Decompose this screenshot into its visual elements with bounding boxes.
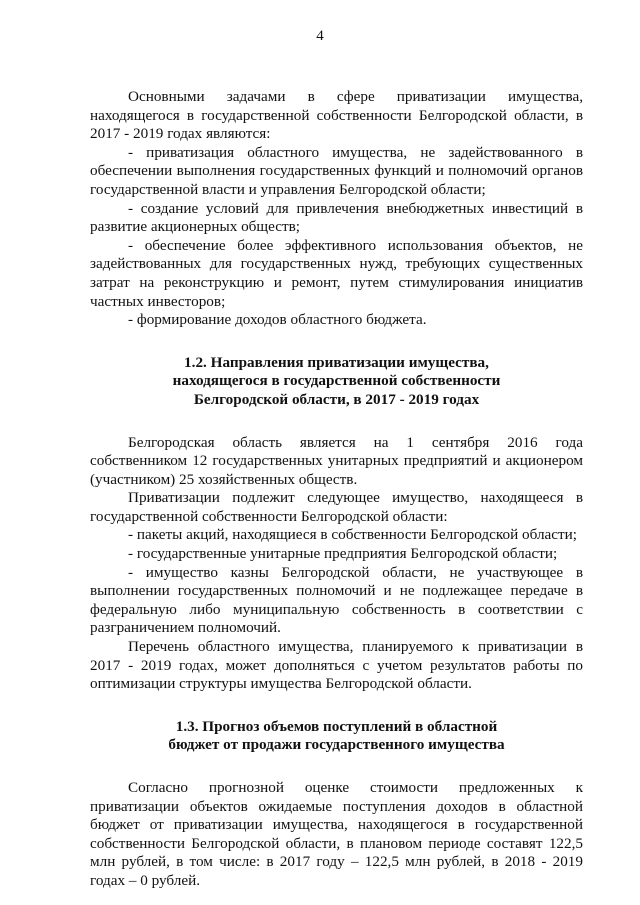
section-1-3-heading-line-2: бюджет от продажи государственного имущества bbox=[168, 736, 505, 754]
section-1-2-para-3: Перечень областного имущества, планируемого к приватизации в 2017 - 2019 годах, может дополняться с учетом результатов работы по оптимизации структуры имущества Белгородской области. bbox=[90, 638, 583, 693]
page-number: 4 bbox=[316, 28, 324, 44]
section-1-2-heading-line-1: 1.2. Направления приватизации имущества, bbox=[184, 353, 489, 371]
section-1-3-heading bbox=[90, 718, 583, 755]
section-1-2-heading-line-2: находящегося в государственной собственности bbox=[172, 372, 501, 390]
section-1-2-heading bbox=[90, 354, 583, 410]
section-1-2-item-1: - пакеты акций, находящиеся в собственности Белгородской области; bbox=[128, 526, 577, 544]
section-1-2-para-2: Приватизации подлежит следующее имущество, находящееся в государственной собственности Белгородской области: bbox=[90, 489, 583, 525]
section-1-3-heading-line-1: 1.3. Прогноз объемов поступлений в областной bbox=[175, 717, 498, 735]
section-1-2-item-2: - государственные унитарные предприятия Белгородской области; bbox=[128, 545, 558, 563]
intro-item-4: - формирование доходов областного бюджета. bbox=[128, 311, 427, 329]
intro-item-1: - приватизация областного имущества, не задействованного в обеспечении выполнения государственных функций и полномочий органов государственной власти и управления Белгородской области; bbox=[90, 143, 583, 198]
intro-item-2: - создание условий для привлечения внебюджетных инвестиций в развитие акционерных обществ; bbox=[90, 199, 583, 236]
section-1-3-para-1: Согласно прогнозной оценке стоимости предложенных к приватизации объектов ожидаемые поступления доходов в областной бюджет от приватизации имущества, находящегося в государственной собственности Белгородской области, в плановом периоде составят 122,5 млн рублей, в том числе: в 2017 году – 122,5 млн рублей, в 2018 - 2019 годах – 0 рублей. bbox=[90, 779, 583, 889]
intro-item-3: - обеспечение более эффективного использования объектов, не задействованных для государственных нужд, требующих существенных затрат на реконструкцию и ремонт, путем стимулирования инициатив частных инвесторов; bbox=[90, 236, 583, 310]
document-body bbox=[90, 88, 583, 891]
intro-lead: Основными задачами в сфере приватизации имущества, находящегося в государственной собственности Белгородской области, в 2017 - 2019 годах являются: bbox=[90, 88, 583, 143]
section-1-2-para-1: Белгородская область является на 1 сентября 2016 года собственником 12 государственных унитарных предприятий и акционером (участником) 25 хозяйственных обществ. bbox=[90, 433, 583, 488]
section-1-2-heading-line-3: Белгородской области, в 2017 - 2019 годах bbox=[193, 390, 480, 408]
section-1-2-item-3: - имущество казны Белгородской области, не участвующее в выполнении государственных полномочий и не подлежащее передаче в федеральную либо муниципальную собственность в соответствии с разграничением полномочий. bbox=[90, 563, 583, 637]
